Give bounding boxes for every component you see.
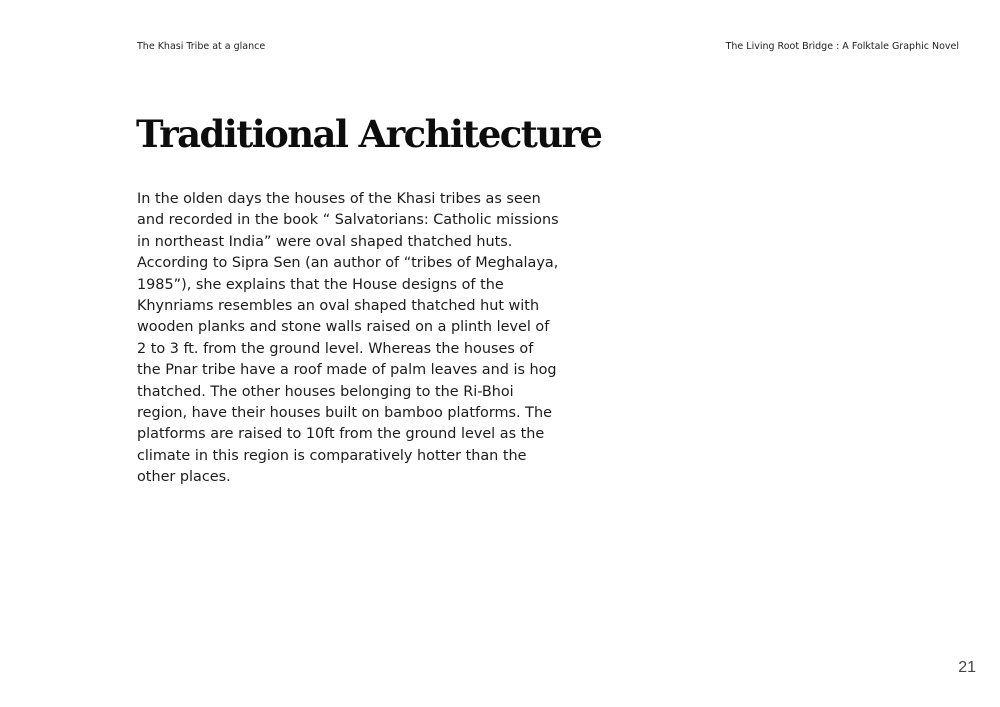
page-number: 21 [958, 659, 976, 676]
body-line: thatched. The other houses belonging to the Ri-Bhoi [137, 383, 514, 400]
body-line: According to Sipra Sen (an author of “tribes of Meghalaya, [137, 255, 559, 272]
body-line: and recorded in the book “ Salvatorians: Catholic missions [137, 212, 559, 229]
body-line: the Pnar tribe have a roof made of palm leaves and is hog [137, 362, 557, 379]
body-paragraph [137, 189, 559, 489]
page-title: Traditional Architecture [136, 112, 602, 156]
body-line: Khynriams resembles an oval shaped thatched hut with [137, 298, 540, 315]
body-line: climate in this region is comparatively hotter than the [137, 447, 527, 464]
body-line: platforms are raised to 10ft from the ground level as the [137, 426, 545, 443]
body-line: 1985”), she explains that the House designs of the [137, 276, 504, 293]
body-line: in northeast India” were oval shaped thatched huts. [137, 233, 513, 250]
running-header-left: The Khasi Tribe at a glance [137, 41, 266, 52]
body-line: In the olden days the houses of the Khasi tribes as seen [137, 191, 541, 207]
body-line: region, have their houses built on bamboo platforms. The [137, 405, 552, 422]
body-line: 2 to 3 ft. from the ground level. Whereas the houses of [137, 340, 534, 357]
body-line: other places. [137, 469, 231, 486]
body-line: wooden planks and stone walls raised on a plinth level of [137, 319, 550, 336]
running-header-right: The Living Root Bridge : A Folktale Graphic Novel [725, 41, 959, 52]
